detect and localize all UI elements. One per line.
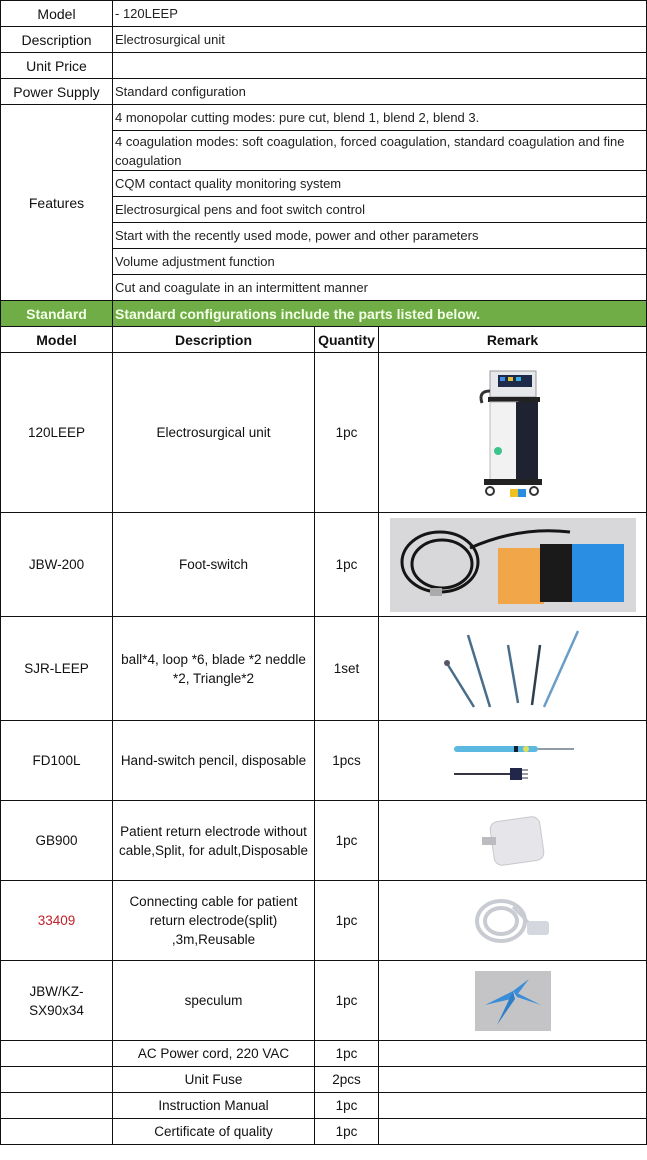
description-row (1, 27, 647, 53)
part-description: Instruction Manual (113, 1093, 315, 1119)
table-row (1, 353, 647, 513)
part-quantity: 1pc (315, 961, 379, 1041)
power-supply-row (1, 79, 647, 105)
pencil-image (379, 721, 647, 801)
return-electrode-image (379, 801, 647, 881)
part-description: Connecting cable for patient return electrode(split) ,3m,Reusable (113, 881, 315, 961)
table-row (1, 1041, 647, 1067)
unit-price-value (113, 53, 647, 79)
part-description: Certificate of quality (113, 1119, 315, 1145)
part-quantity: 1pc (315, 881, 379, 961)
part-quantity: 1set (315, 617, 379, 721)
description-value: Electrosurgical unit (113, 27, 647, 53)
part-description: Electrosurgical unit (113, 353, 315, 513)
part-remark (379, 1093, 647, 1119)
standard-label: Standard (1, 301, 113, 327)
table-row (1, 1067, 647, 1093)
part-quantity: 1pc (315, 1041, 379, 1067)
model-value: - 120LEEP (113, 1, 647, 27)
header-description: Description (113, 327, 315, 353)
electrodes-image (379, 617, 647, 721)
description-label: Description (1, 27, 113, 53)
table-row (1, 801, 647, 881)
feature-item: 4 monopolar cutting modes: pure cut, blend 1, blend 2, blend 3. (113, 105, 647, 131)
parts-header-row (1, 327, 647, 353)
part-quantity: 1pc (315, 1093, 379, 1119)
table-row (1, 617, 647, 721)
part-quantity: 1pc (315, 801, 379, 881)
features-label: Features (1, 105, 113, 301)
table-row (1, 1093, 647, 1119)
feature-row (1, 105, 647, 131)
standard-banner (1, 301, 647, 327)
part-model: 33409 (1, 881, 113, 961)
feature-item: Cut and coagulate in an intermittent manner (113, 275, 647, 301)
part-model: JBW/KZ-SX90x34 (1, 961, 113, 1041)
power-supply-value: Standard configuration (113, 79, 647, 105)
model-label: Model (1, 1, 113, 27)
part-quantity: 1pc (315, 1119, 379, 1145)
part-model: SJR-LEEP (1, 617, 113, 721)
part-model: JBW-200 (1, 513, 113, 617)
speculum-image (379, 961, 647, 1041)
part-model (1, 1067, 113, 1093)
part-quantity: 1pc (315, 353, 379, 513)
feature-item: Electrosurgical pens and foot switch control (113, 197, 647, 223)
part-model (1, 1093, 113, 1119)
part-description: Patient return electrode without cable,Split, for adult,Disposable (113, 801, 315, 881)
part-quantity: 1pc (315, 513, 379, 617)
header-remark: Remark (379, 327, 647, 353)
part-model: GB900 (1, 801, 113, 881)
part-remark (379, 1067, 647, 1093)
model-row (1, 1, 647, 27)
part-remark (379, 1119, 647, 1145)
part-model (1, 1119, 113, 1145)
part-description: Foot-switch (113, 513, 315, 617)
header-model: Model (1, 327, 113, 353)
header-quantity: Quantity (315, 327, 379, 353)
part-description: Hand-switch pencil, disposable (113, 721, 315, 801)
electrosurgical-unit-cart-image (379, 353, 647, 513)
feature-item: Volume adjustment function (113, 249, 647, 275)
part-model: FD100L (1, 721, 113, 801)
feature-item: 4 coagulation modes: soft coagulation, forced coagulation, standard coagulation and fine coagulation (113, 131, 647, 171)
part-model: 120LEEP (1, 353, 113, 513)
standard-text: Standard configurations include the parts listed below. (113, 301, 647, 327)
cable-image (379, 881, 647, 961)
unit-price-row (1, 53, 647, 79)
part-model (1, 1041, 113, 1067)
power-supply-label: Power Supply (1, 79, 113, 105)
foot-switch-image (379, 513, 647, 617)
part-remark (379, 1041, 647, 1067)
table-row (1, 721, 647, 801)
part-quantity: 2pcs (315, 1067, 379, 1093)
table-row (1, 961, 647, 1041)
feature-item: CQM contact quality monitoring system (113, 171, 647, 197)
table-row (1, 881, 647, 961)
part-description: speculum (113, 961, 315, 1041)
part-description: AC Power cord, 220 VAC (113, 1041, 315, 1067)
table-row (1, 1119, 647, 1145)
part-description: Unit Fuse (113, 1067, 315, 1093)
part-description: ball*4, loop *6, blade *2 neddle *2, Triangle*2 (113, 617, 315, 721)
unit-price-label: Unit Price (1, 53, 113, 79)
table-row (1, 513, 647, 617)
part-quantity: 1pcs (315, 721, 379, 801)
feature-item: Start with the recently used mode, power and other parameters (113, 223, 647, 249)
